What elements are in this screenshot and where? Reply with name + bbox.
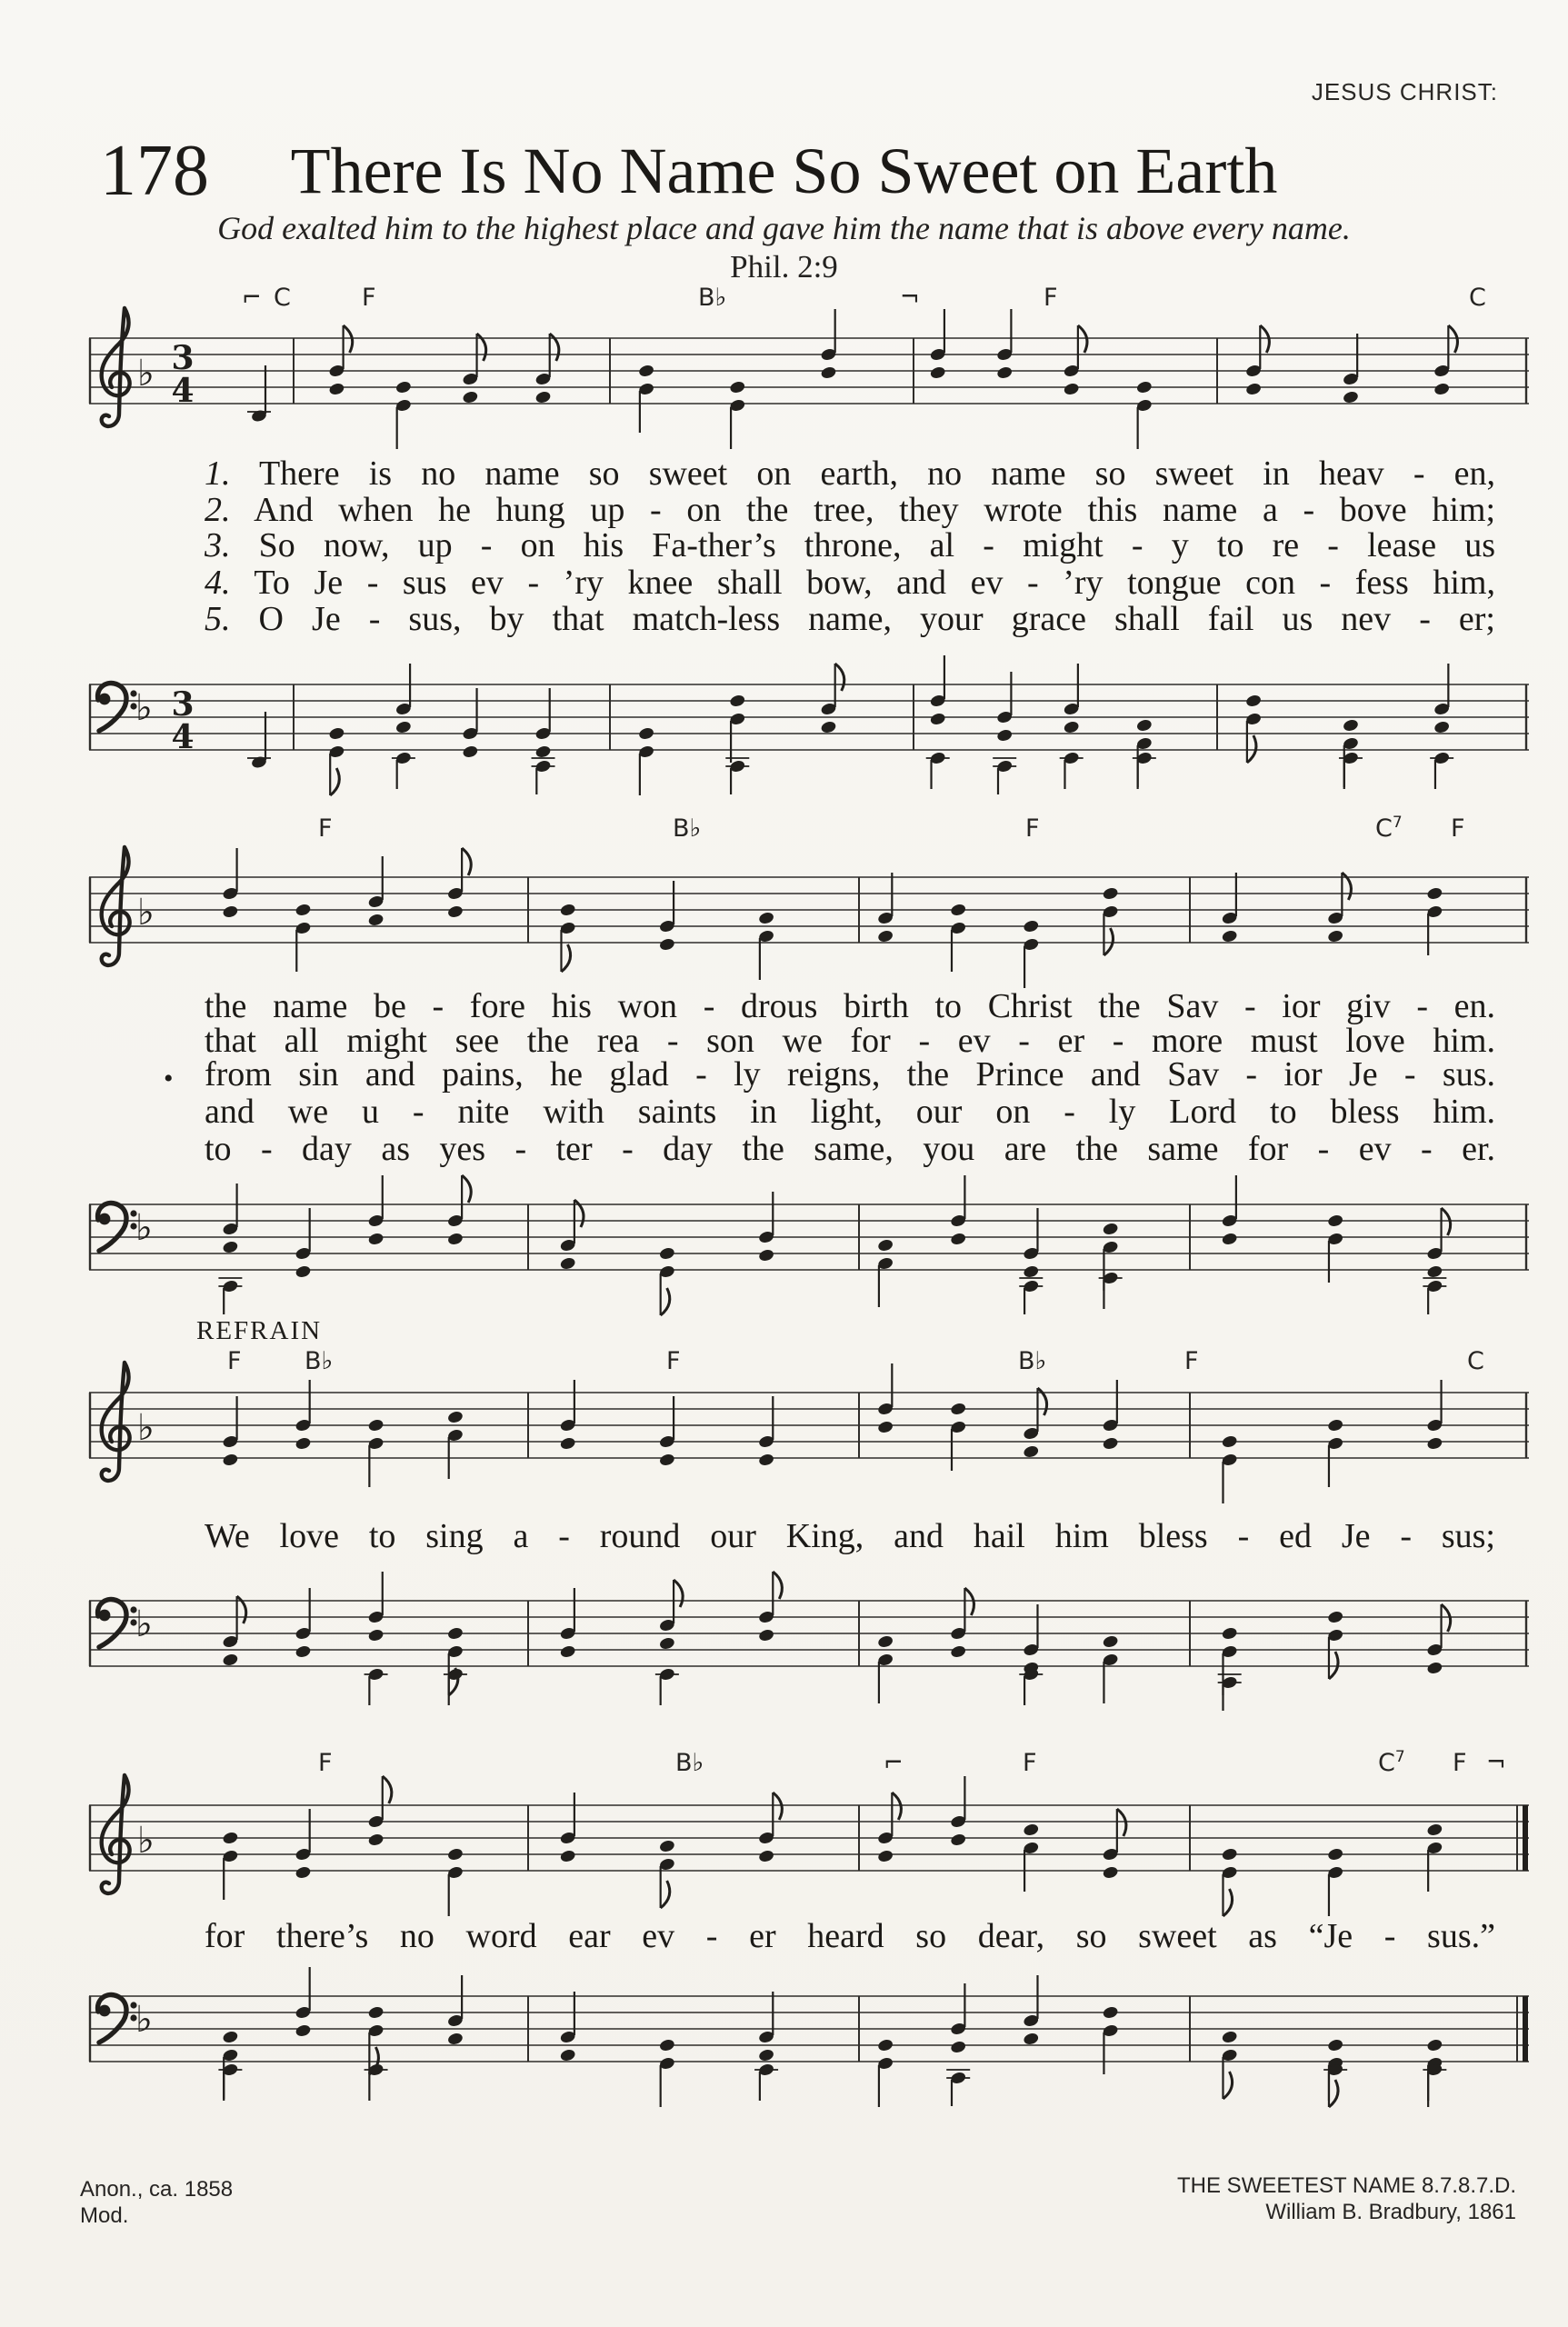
verse-line-3 xyxy=(205,528,1495,564)
chord-symbol: B♭ xyxy=(305,1347,334,1375)
chord-symbol: F xyxy=(1025,814,1040,843)
phrase-bracket-close: ¬ xyxy=(1486,1747,1506,1780)
bass-staff-system-2 xyxy=(86,1164,1532,1318)
chord-symbol: $C^7$ xyxy=(1378,1748,1405,1777)
tune-name: THE SWEETEST NAME 8.7.8.7.D. xyxy=(1177,2173,1516,2198)
chord-symbol: C xyxy=(1467,1347,1484,1375)
chord-symbol: B♭ xyxy=(1018,1347,1047,1375)
verse-number: 2. xyxy=(205,491,231,529)
chord-symbol: F xyxy=(1451,814,1465,843)
phrase-bracket-open: ⌐ xyxy=(242,282,262,315)
svg-text:♭: ♭ xyxy=(137,892,155,934)
chord-symbol: F xyxy=(1023,1749,1037,1777)
chord-symbol: F xyxy=(362,284,376,312)
verse-number: 1. xyxy=(205,454,231,493)
verse-number: 3. xyxy=(205,526,231,564)
stanza-bullet: • xyxy=(164,1064,174,1094)
scripture-reference: Phil. 2:9 xyxy=(730,249,838,285)
continuation-line-5: to - day as yes - ter - day the same, you are the same for - ev - er. xyxy=(205,1130,1495,1168)
author-line: Mod. xyxy=(80,2203,129,2228)
chord-symbol: B♭ xyxy=(673,814,702,843)
chord-symbol: F xyxy=(666,1347,681,1375)
phrase-bracket-open: ⌐ xyxy=(884,1747,904,1780)
verse-text: To Je - sus ev - ’ry knee shall bow, and ev - ’ry tongue con - fess him, xyxy=(254,564,1495,602)
bass-staff-system-1 xyxy=(86,644,1532,798)
svg-text:3: 3 xyxy=(171,339,195,377)
treble-staff-system-4 xyxy=(86,1764,1532,1919)
bass-staff-system-4 xyxy=(86,1955,1532,2110)
continuation-line-3: from sin and pains, he glad - ly reigns, the Prince and Sav - ior Je - sus. xyxy=(205,1055,1495,1094)
svg-text:3: 3 xyxy=(171,685,195,724)
verse-number: 5. xyxy=(205,600,231,638)
chord-symbol: F xyxy=(1044,284,1058,312)
scripture-text: God exalted him to the highest place and gave him the name that is above every name. xyxy=(217,210,1351,246)
continuation-line-2: that all might see the rea - son we for - ev - er - more must love him. xyxy=(205,1022,1495,1060)
verse-line-5 xyxy=(205,602,1495,638)
chord-symbol: C xyxy=(274,284,291,312)
chord-symbol: F xyxy=(227,1347,242,1375)
author-credit xyxy=(80,2176,233,2229)
chord-symbol: F xyxy=(318,814,333,843)
verse-text: There is no name so sweet on earth, no name so sweet in heav - en, xyxy=(258,454,1495,493)
verse-text: And when he hung up - on the tree, they wrote this name a - bove him; xyxy=(254,491,1496,529)
svg-text:♭: ♭ xyxy=(135,1603,153,1645)
treble-staff-system-1 xyxy=(86,297,1532,452)
chord-symbol: $C^7$ xyxy=(1375,814,1403,843)
chord-symbol: C xyxy=(1469,284,1486,312)
continuation-line-1: the name be - fore his won - drous birth to Christ the Sav - ior giv - en. xyxy=(205,987,1495,1025)
verse-line-4 xyxy=(205,565,1495,602)
svg-text:♭: ♭ xyxy=(137,1407,155,1449)
chord-symbol: F xyxy=(1453,1749,1467,1777)
tune-credit xyxy=(1177,2172,1516,2225)
verse-number: 4. xyxy=(205,564,231,602)
treble-staff-system-2 xyxy=(86,836,1532,991)
chord-symbol: B♭ xyxy=(698,284,727,312)
category-header: JESUS CHRIST: xyxy=(1311,78,1498,105)
verse-text: O Je - sus, by that match-less name, your grace shall fail us nev - er; xyxy=(258,600,1495,638)
treble-staff-system-3 xyxy=(86,1352,1532,1506)
svg-text:♭: ♭ xyxy=(135,1999,153,2041)
verse-line-2 xyxy=(205,493,1495,529)
refrain-line-2: for there’s no word ear ev - er heard so dear, so sweet as “Je - sus.” xyxy=(205,1917,1495,1955)
svg-text:♭: ♭ xyxy=(135,1207,153,1249)
svg-text:♭: ♭ xyxy=(137,353,155,394)
chord-symbol: F xyxy=(1184,1347,1199,1375)
refrain-line-1: We love to sing a - round our King, and hail him bless - ed Je - sus; xyxy=(205,1517,1495,1555)
chord-symbol: F xyxy=(318,1749,333,1777)
hymn-title: There Is No Name So Sweet on Earth xyxy=(290,135,1278,207)
phrase-bracket-close: ¬ xyxy=(900,282,920,315)
composer-line: William B. Bradbury, 1861 xyxy=(1265,2200,1516,2224)
svg-text:♭: ♭ xyxy=(135,687,153,729)
chord-symbol: B♭ xyxy=(675,1749,704,1777)
hymn-number: 178 xyxy=(100,131,209,211)
svg-text:♭: ♭ xyxy=(137,1820,155,1862)
verse-line-1 xyxy=(205,456,1495,493)
verse-text: So now, up - on his Fa-ther’s throne, al - might - y to re - lease us xyxy=(258,526,1496,564)
refrain-label: REFRAIN xyxy=(196,1316,323,1345)
continuation-line-4: and we u - nite with saints in light, our on - ly Lord to bless him. xyxy=(205,1093,1495,1131)
svg-text:4: 4 xyxy=(171,718,195,756)
author-line: Anon., ca. 1858 xyxy=(80,2177,234,2202)
bass-staff-system-3 xyxy=(86,1560,1532,1714)
svg-text:4: 4 xyxy=(171,372,195,410)
